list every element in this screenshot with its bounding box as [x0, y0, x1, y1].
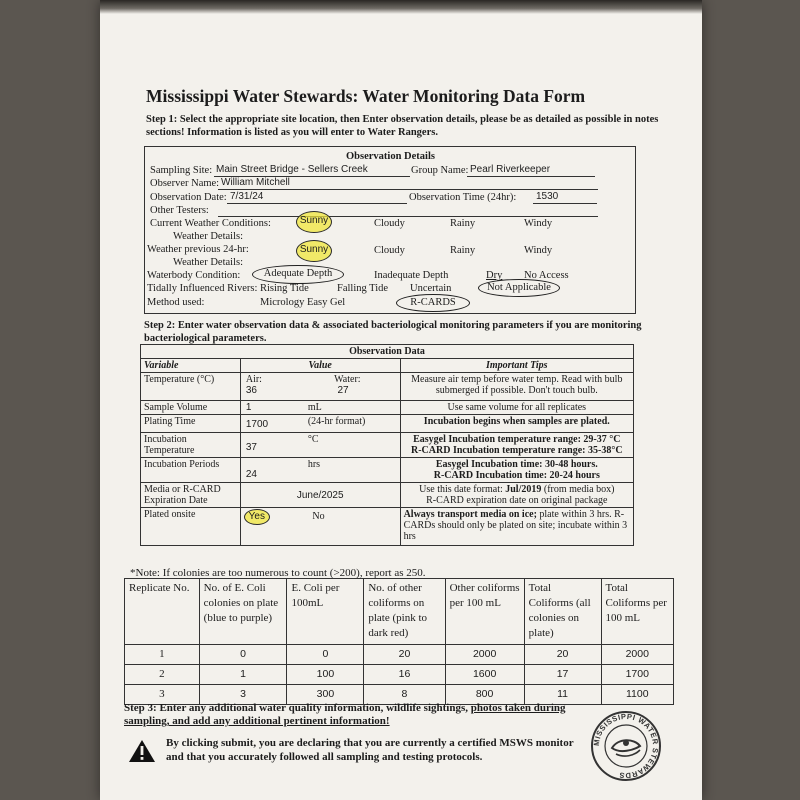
sampling-site-label: Sampling Site:: [150, 165, 213, 176]
temperature-label: Temperature (°C): [141, 373, 241, 401]
plated-onsite-tip-bold: Always transport media on ice;: [403, 509, 537, 520]
observation-time-line: [533, 203, 597, 204]
waterbody-inadequate-depth: Inadequate Depth: [374, 270, 449, 281]
incubation-periods-tip-cell: [400, 458, 633, 483]
form-page: [100, 0, 702, 800]
replicate-3-no: 3: [125, 685, 200, 705]
group-name-line: [467, 176, 595, 177]
current-weather-label: Current Weather Conditions:: [150, 218, 271, 229]
plated-onsite-tip-rest: plate within 3 hrs. R-CARDs should only be plated on site; incubate within 3 hrs: [403, 509, 628, 542]
replicate-2-total-colonies: 17: [524, 665, 601, 685]
tidal-not-applicable-selected: Not Applicable: [478, 279, 560, 297]
observation-date-label: Observation Date:: [150, 192, 227, 203]
media-tip-format-suffix: (from media box): [541, 484, 615, 495]
replicate-2-ecoli-colonies: 1: [199, 665, 287, 685]
step2-instructions: Step 2: Enter water observation data & associated bacteriological monitoring parameters if you are monitoring bacteriological parameters.: [144, 320, 642, 344]
incubation-periods-value-cell: [240, 458, 400, 483]
incubation-temperature-tip-cell: [400, 433, 633, 458]
plating-time-label: Plating Time: [141, 415, 241, 433]
mississippi-water-stewards-seal: [590, 710, 662, 782]
incubation-temperature-tip-easygel: Easygel Incubation temperature range: 29-37 °C: [413, 434, 621, 445]
tidal-label: Tidally Influenced Rivers:: [147, 283, 258, 294]
col-important-tips: Important Tips: [400, 359, 633, 373]
plating-time-unit: (24-hr format): [307, 416, 366, 427]
replicate-2-total-per-100ml: 1700: [601, 665, 674, 685]
col-value: Value: [240, 359, 400, 373]
method-easygel: Micrology Easy Gel: [260, 297, 346, 308]
table-row: [125, 665, 674, 685]
weather-previous-cloudy: Cloudy: [374, 245, 405, 256]
replicate-3-total-colonies: 11: [524, 685, 601, 705]
certification-declaration: By clicking submit, you are declaring that you are currently a certified MSWS monitor and that you accurately followed all sampling and testing protocols.: [166, 737, 574, 763]
media-tip-format-example: Jul/2019: [505, 484, 542, 495]
tidal-uncertain: Uncertain: [410, 283, 452, 294]
weather-previous-rainy: Rainy: [450, 245, 476, 256]
method-rcards-selected: R-CARDS: [396, 294, 470, 312]
replicate-3-ecoli-colonies: 3: [199, 685, 287, 705]
media-expiration-tip-cell: [400, 483, 633, 508]
current-weather-windy: Windy: [524, 218, 553, 229]
replicate-2-no: 2: [125, 665, 200, 685]
plated-onsite-no: No: [312, 511, 325, 522]
header-ecoli-per-100ml: E. Coli per 100mL: [287, 579, 364, 645]
tidal-rising: Rising Tide: [260, 283, 309, 294]
step3-text: Step 3: Enter any additional water quality information, wildlife sightings,: [124, 702, 471, 714]
temperature-air-value: 36: [245, 385, 257, 396]
table-row: [125, 645, 674, 665]
waterbody-condition-label: Waterbody Condition:: [147, 270, 241, 281]
current-weather-cloudy: Cloudy: [374, 218, 405, 229]
header-other-coliforms-per-100ml: Other coliforms per 100 mL: [445, 579, 524, 645]
observer-name-line: [218, 189, 598, 190]
temperature-air-label: Air:: [245, 374, 262, 385]
other-testers-label: Other Testers:: [150, 205, 209, 216]
colonies-note: *Note: If colonies are too numerous to count (>200), report as 250.: [130, 567, 426, 579]
current-weather-rainy: Rainy: [450, 218, 476, 229]
waterbody-adequate-depth-selected: Adequate Depth: [252, 265, 344, 284]
media-tip-rcard: R-CARD expiration date on original package: [426, 495, 608, 506]
form-title: Mississippi Water Stewards: Water Monitoring Data Form: [146, 86, 586, 106]
temperature-value-cell: [240, 373, 400, 401]
temperature-tip: Measure air temp before water temp. Read with bulb submerged if possible. Don't touch bulb.: [400, 373, 633, 401]
observer-name-value: William Mitchell: [221, 177, 290, 188]
replicate-2-other-per-100ml: 1600: [445, 665, 524, 685]
replicate-3-ecoli-per-100ml: 300: [287, 685, 364, 705]
replicate-1-ecoli-colonies: 0: [199, 645, 287, 665]
weather-details-label-2: Weather Details:: [173, 257, 243, 268]
seal-text: MISSISSIPPI WATER STEWARDS: [591, 711, 661, 781]
step3-instructions: [124, 702, 604, 728]
observation-details-header: Observation Details: [346, 151, 435, 162]
incubation-temperature-label: Incubation Temperature: [141, 433, 241, 458]
group-name-label: Group Name:: [411, 165, 469, 176]
plated-onsite-tip-cell: [400, 508, 633, 546]
waterbody-no-access: No Access: [524, 270, 569, 281]
temperature-water-value: 27: [337, 385, 349, 396]
incubation-temperature-value-cell: [240, 433, 400, 458]
header-total-coliforms-per-100ml: Total Coliforms per 100 mL: [601, 579, 674, 645]
replicate-3-other-colonies: 8: [364, 685, 445, 705]
sample-volume-unit: mL: [307, 402, 322, 413]
col-variable: Variable: [141, 359, 241, 373]
media-tip-format-prefix: Use this date format:: [419, 484, 506, 495]
replicate-1-other-colonies: 20: [364, 645, 445, 665]
replicate-3-total-per-100ml: 1100: [601, 685, 674, 705]
step3-photos-text: photos taken during sampling, and add any additional pertinent information!: [124, 702, 566, 727]
replicate-1-total-per-100ml: 2000: [601, 645, 674, 665]
group-name-value: Pearl Riverkeeper: [470, 164, 551, 175]
plated-onsite-value-cell: [240, 508, 400, 546]
replicate-results-table: [124, 578, 674, 705]
step1-instructions: Step 1: Select the appropriate site location, then Enter observation details, please be as detailed as possible in notes sections! Information is listed as you will enter to Water Rangers.: [146, 114, 659, 138]
observer-name-label: Observer Name:: [150, 178, 220, 189]
media-expiration-value: June/2025: [240, 483, 400, 508]
plating-time-value-cell: [240, 415, 400, 433]
header-total-coliforms: Total Coliforms (all colonies on plate): [524, 579, 601, 645]
replicate-1-no: 1: [125, 645, 200, 665]
current-weather-sunny-selected: Sunny: [296, 211, 332, 233]
replicate-1-ecoli-per-100ml: 0: [287, 645, 364, 665]
tidal-falling: Falling Tide: [337, 283, 389, 294]
plating-time-value: 1700: [245, 419, 269, 430]
sampling-site-value: Main Street Bridge - Sellers Creek: [216, 164, 368, 175]
incubation-periods-tip-easygel: Easygel Incubation time: 30-48 hours.: [435, 459, 598, 470]
observation-date-line: [227, 203, 407, 204]
replicate-2-other-colonies: 16: [364, 665, 445, 685]
incubation-periods-value: 24: [245, 469, 257, 480]
incubation-periods-unit: hrs: [307, 459, 321, 470]
incubation-temperature-tip-rcard: R-CARD Incubation temperature range: 35-38°C: [411, 445, 623, 456]
other-testers-line: [218, 216, 598, 217]
plated-onsite-label: Plated onsite: [141, 508, 241, 546]
observation-time-label: Observation Time (24hr):: [409, 192, 517, 203]
warning-icon: [128, 738, 156, 764]
observation-date-value: 7/31/24: [230, 191, 264, 202]
observation-time-value: 1530: [536, 191, 559, 202]
weather-previous-sunny-selected: Sunny: [296, 240, 332, 262]
replicate-3-other-per-100ml: 800: [445, 685, 524, 705]
media-expiration-label: Media or R-CARD Expiration Date: [141, 483, 241, 508]
weather-previous-windy: Windy: [524, 245, 553, 256]
incubation-periods-label: Incubation Periods: [141, 458, 241, 483]
observation-data-header: Observation Data: [141, 345, 634, 359]
incubation-temperature-value: 37: [245, 442, 257, 453]
replicate-2-ecoli-per-100ml: 100: [287, 665, 364, 685]
replicate-1-total-colonies: 20: [524, 645, 601, 665]
waterbody-dry: Dry: [486, 270, 503, 281]
temperature-water-label: Water:: [334, 374, 361, 385]
incubation-temperature-unit: °C: [307, 434, 319, 445]
sample-volume-value: 1: [245, 402, 252, 413]
sample-volume-value-cell: [240, 401, 400, 415]
header-other-coliforms-colonies: No. of other coliforms on plate (pink to dark red): [364, 579, 445, 645]
method-label: Method used:: [147, 297, 205, 308]
page-edge-shadow: [100, 0, 702, 14]
plating-time-tip: Incubation begins when samples are plated.: [400, 415, 633, 433]
header-replicate-no: Replicate No.: [125, 579, 200, 645]
weather-details-label: Weather Details:: [173, 231, 243, 242]
header-ecoli-colonies: No. of E. Coli colonies on plate (blue to purple): [199, 579, 287, 645]
observation-data-table: [140, 344, 634, 546]
plated-onsite-yes-selected: Yes: [244, 509, 270, 525]
incubation-periods-tip-rcard: R-CARD Incubation time: 20-24 hours: [433, 470, 600, 481]
replicate-1-other-per-100ml: 2000: [445, 645, 524, 665]
sample-volume-label: Sample Volume: [141, 401, 241, 415]
weather-previous-label: Weather previous 24-hr:: [147, 244, 249, 255]
sample-volume-tip: Use same volume for all replicates: [400, 401, 633, 415]
